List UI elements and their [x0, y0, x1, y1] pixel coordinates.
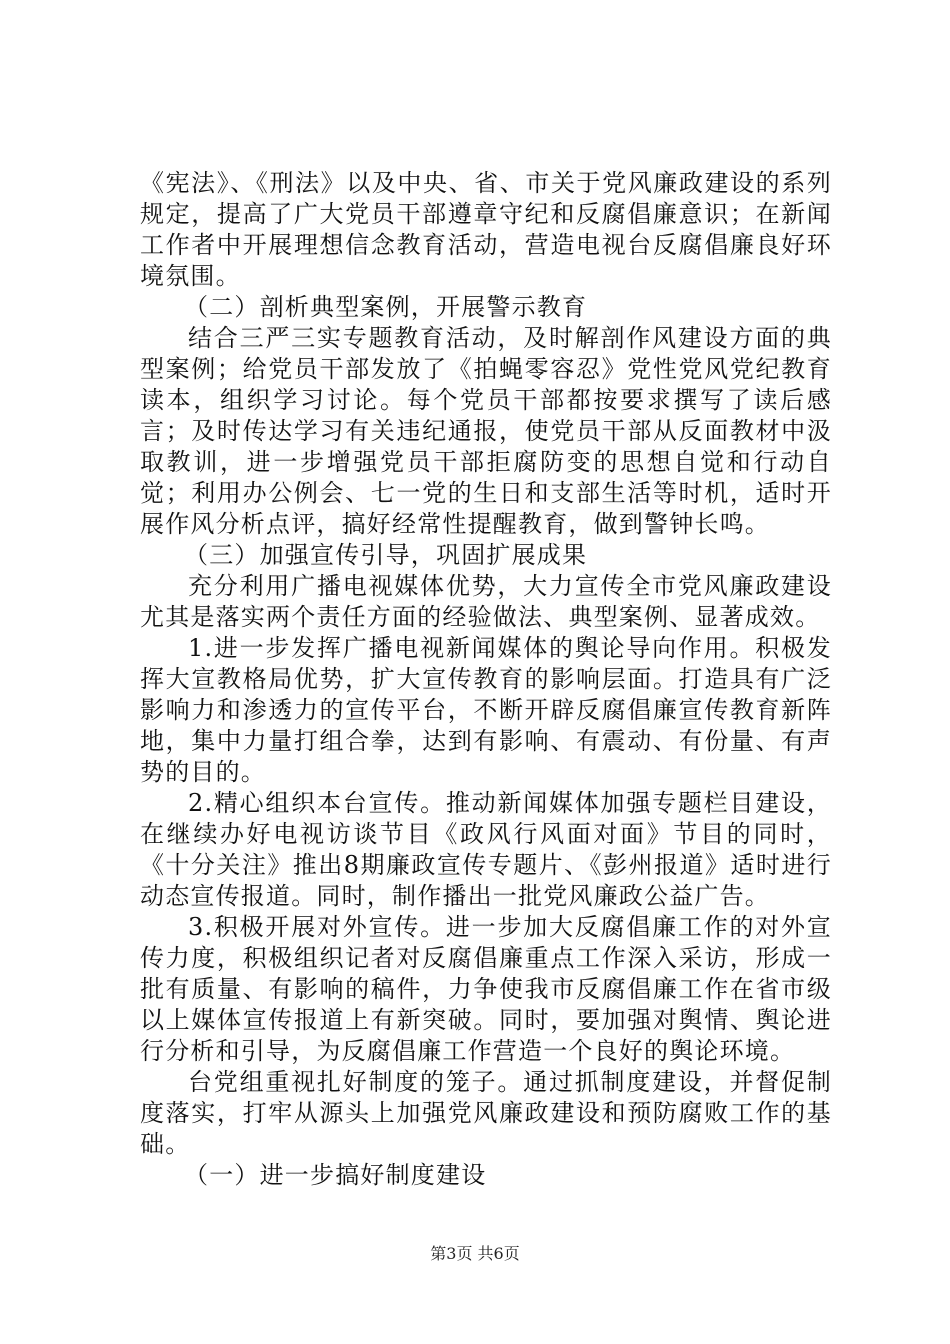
paragraph-1: 《宪法》、《刑法》以及中央、省、市关于党风廉政建设的系列规定，提高了广大党员干部遵章守纪和反腐倡廉意识；在新闻工作者中开展理想信念教育活动，营造电视台反腐倡廉良好环境氛围。	[140, 169, 832, 290]
paragraph-9: 台党组重视扎好制度的笼子。通过抓制度建设，并督促制度落实，打牢从源头上加强党风廉政建设和预防腐败工作的基础。	[140, 1068, 832, 1158]
paragraph-3: 结合三严三实专题教育活动，及时解剖作风建设方面的典型案例；给党员干部发放了《拍蝇零容忍》党性党风党纪教育读本，组织学习讨论。每个党员干部都按要求撰写了读后感言；及时传达学习有关违纪通报，使党员干部从反面教材中汲取教训，进一步增强党员干部拒腐防变的思想自觉和行动自觉；利用办公例会、七一党的生日和支部生活等时机，适时开展作风分析点评，搞好经常性提醒教育，做到警钟长鸣。	[140, 324, 832, 538]
paragraph-5: 充分利用广播电视媒体优势，大力宣传全市党风廉政建设尤其是落实两个责任方面的经验做法、典型案例、显著成效。	[140, 572, 832, 631]
section-heading-1: （一）进一步搞好制度建设	[184, 1161, 487, 1189]
paragraph-7: 2.精心组织本台宣传。推动新闻媒体加强专题栏目建设，在继续办好电视访谈节目《政风行风面对面》节目的同时，《十分关注》推出8期廉政宣传专题片、《彭州报道》适时进行动态宣传报道。同时，制作播出一批党风廉政公益广告。	[140, 789, 832, 910]
section-heading-2: （二）剖析典型案例，开展警示教育	[184, 293, 588, 321]
paragraph-8: 3.积极开展对外宣传。进一步加大反腐倡廉工作的对外宣传力度，积极组织记者对反腐倡廉重点工作深入采访，形成一批有质量、有影响的稿件，力争使我市反腐倡廉工作在省市级以上媒体宣传报道上有新突破。同时，要加强对舆情、舆论进行分析和引导，为反腐倡廉工作营造一个良好的舆论环境。	[140, 913, 832, 1065]
document-body	[140, 168, 832, 1191]
page-footer: 第3页 共6页	[430, 1244, 520, 1263]
section-heading-3: （三）加强宣传引导，巩固扩展成果	[184, 541, 588, 569]
paragraph-6: 1.进一步发挥广播电视新闻媒体的舆论导向作用。积极发挥大宣教格局优势，扩大宣传教育的影响层面。打造具有广泛影响力和渗透力的宣传平台，不断开辟反腐倡廉宣传教育新阵地，集中力量打组合拳，达到有影响、有震动、有份量、有声势的目的。	[140, 634, 832, 786]
